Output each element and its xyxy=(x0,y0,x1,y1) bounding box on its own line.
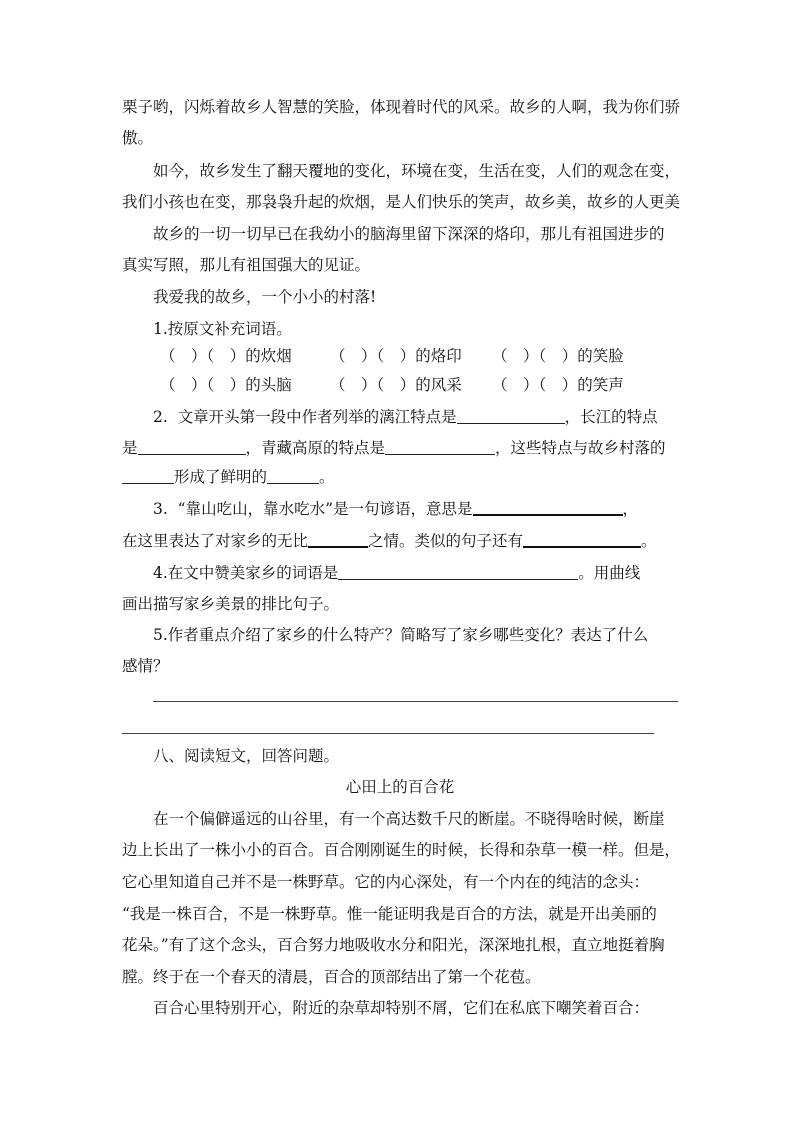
q1-blank[interactable]: （ ）（ ）的笑脸 xyxy=(492,347,624,365)
question-5-line: 5.作者重点介绍了家乡的什么特产？简略写了家乡哪些变化？表达了什么 xyxy=(153,626,649,644)
q1-blank[interactable]: （ ）（ ）的头脑 xyxy=(160,376,292,394)
question-4-line: 画出描写家乡美景的排比句子。 xyxy=(122,595,340,613)
q1-blank[interactable]: （ ）（ ）的笑声 xyxy=(492,376,624,394)
question-2-line: 是 ，青藏高原的特点是 ，这些特点与故乡村落的 xyxy=(122,439,666,457)
passage-line: 我爱我的故乡，一个小小的村落! xyxy=(153,288,377,306)
passage-line: 真实写照，那儿有祖国强大的见证。 xyxy=(122,256,371,274)
passage-line: 我们小孩也在变，那袅袅升起的炊烟，是人们快乐的笑声，故乡美，故乡的人更美 xyxy=(122,193,681,211)
question-2-line: 2. 文章开头第一段中作者列举的漓江特点是 ，长江的特点 xyxy=(153,408,658,426)
answer-blank[interactable] xyxy=(138,438,246,455)
question-5-line: 感情？ xyxy=(122,657,169,675)
answer-line[interactable] xyxy=(122,733,654,734)
article-line: 它心里知道自己并不是一株野草。它的内心深处，有一个内在的纯洁的念头： xyxy=(122,873,650,891)
answer-blank[interactable] xyxy=(308,530,368,548)
section-heading: 八、阅读短文，回答问题。 xyxy=(153,747,340,765)
passage-line: 如今，故乡发生了翻天覆地的变化，环境在变，生活在变，人们的观念在变， xyxy=(153,162,681,180)
passage-line: 傲。 xyxy=(122,129,154,147)
question-2-line: 形成了鲜明的 。 xyxy=(122,466,335,488)
answer-blank[interactable] xyxy=(385,438,495,455)
q1-blank[interactable]: （ ）（ ）的风采 xyxy=(330,376,462,394)
q1-blank[interactable]: （ ）（ ）的炊烟 xyxy=(160,347,292,365)
article-line: 百合心里特别开心，附近的杂草却特别不屑，它们在私底下嘲笑着百合： xyxy=(153,999,650,1017)
article-line: “我是一株百合，不是一株野草。惟一能证明我是百合的方法，就是开出美丽的 xyxy=(122,905,657,923)
question-4-line: 4.在文中赞美家乡的词语是 。用曲线 xyxy=(153,564,641,582)
answer-line[interactable] xyxy=(153,701,678,702)
article-line: 边上长出了一株小小的百合。百合刚刚诞生的时候，长得和杂草一模一样。但是， xyxy=(122,841,681,859)
question-3-line: 3. “靠山吃山，靠水吃水”是一句谚语，意思是 ， xyxy=(153,500,639,518)
article-line: 在一个偏僻遥远的山谷里，有一个高达数千尺的断崖。不晓得啥时候，断崖 xyxy=(153,810,665,828)
question-1-title: 1.按原文补充词语。 xyxy=(153,320,292,338)
article-line: 膛。终于在一个春天的清晨，百合的顶部结出了第一个花苞。 xyxy=(122,968,541,986)
answer-blank[interactable] xyxy=(338,563,578,580)
passage-line: 故乡的一切一切早已在我幼小的脑海里留下深深的烙印，那儿有祖国进步的 xyxy=(153,225,665,243)
answer-blank[interactable] xyxy=(523,530,641,548)
answer-blank[interactable] xyxy=(122,467,174,484)
answer-blank[interactable] xyxy=(267,467,319,484)
article-title: 心田上的百合花 xyxy=(345,778,455,796)
answer-blank[interactable] xyxy=(457,407,565,424)
answer-blank[interactable] xyxy=(473,498,623,516)
passage-line: 栗子哟，闪烁着故乡人智慧的笑脸，体现着时代的风采。故乡的人啊，我为你们骄 xyxy=(122,98,681,116)
article-line: 花朵。”有了这个念头，百合努力地吸收水分和阳光，深深地扎根，直立地挺着胸 xyxy=(122,936,665,954)
question-3-line: 在这里表达了对家乡的无比 之情。类似的句子还有 。 xyxy=(122,532,657,550)
q1-blank[interactable]: （ ）（ ）的烙印 xyxy=(330,347,462,365)
